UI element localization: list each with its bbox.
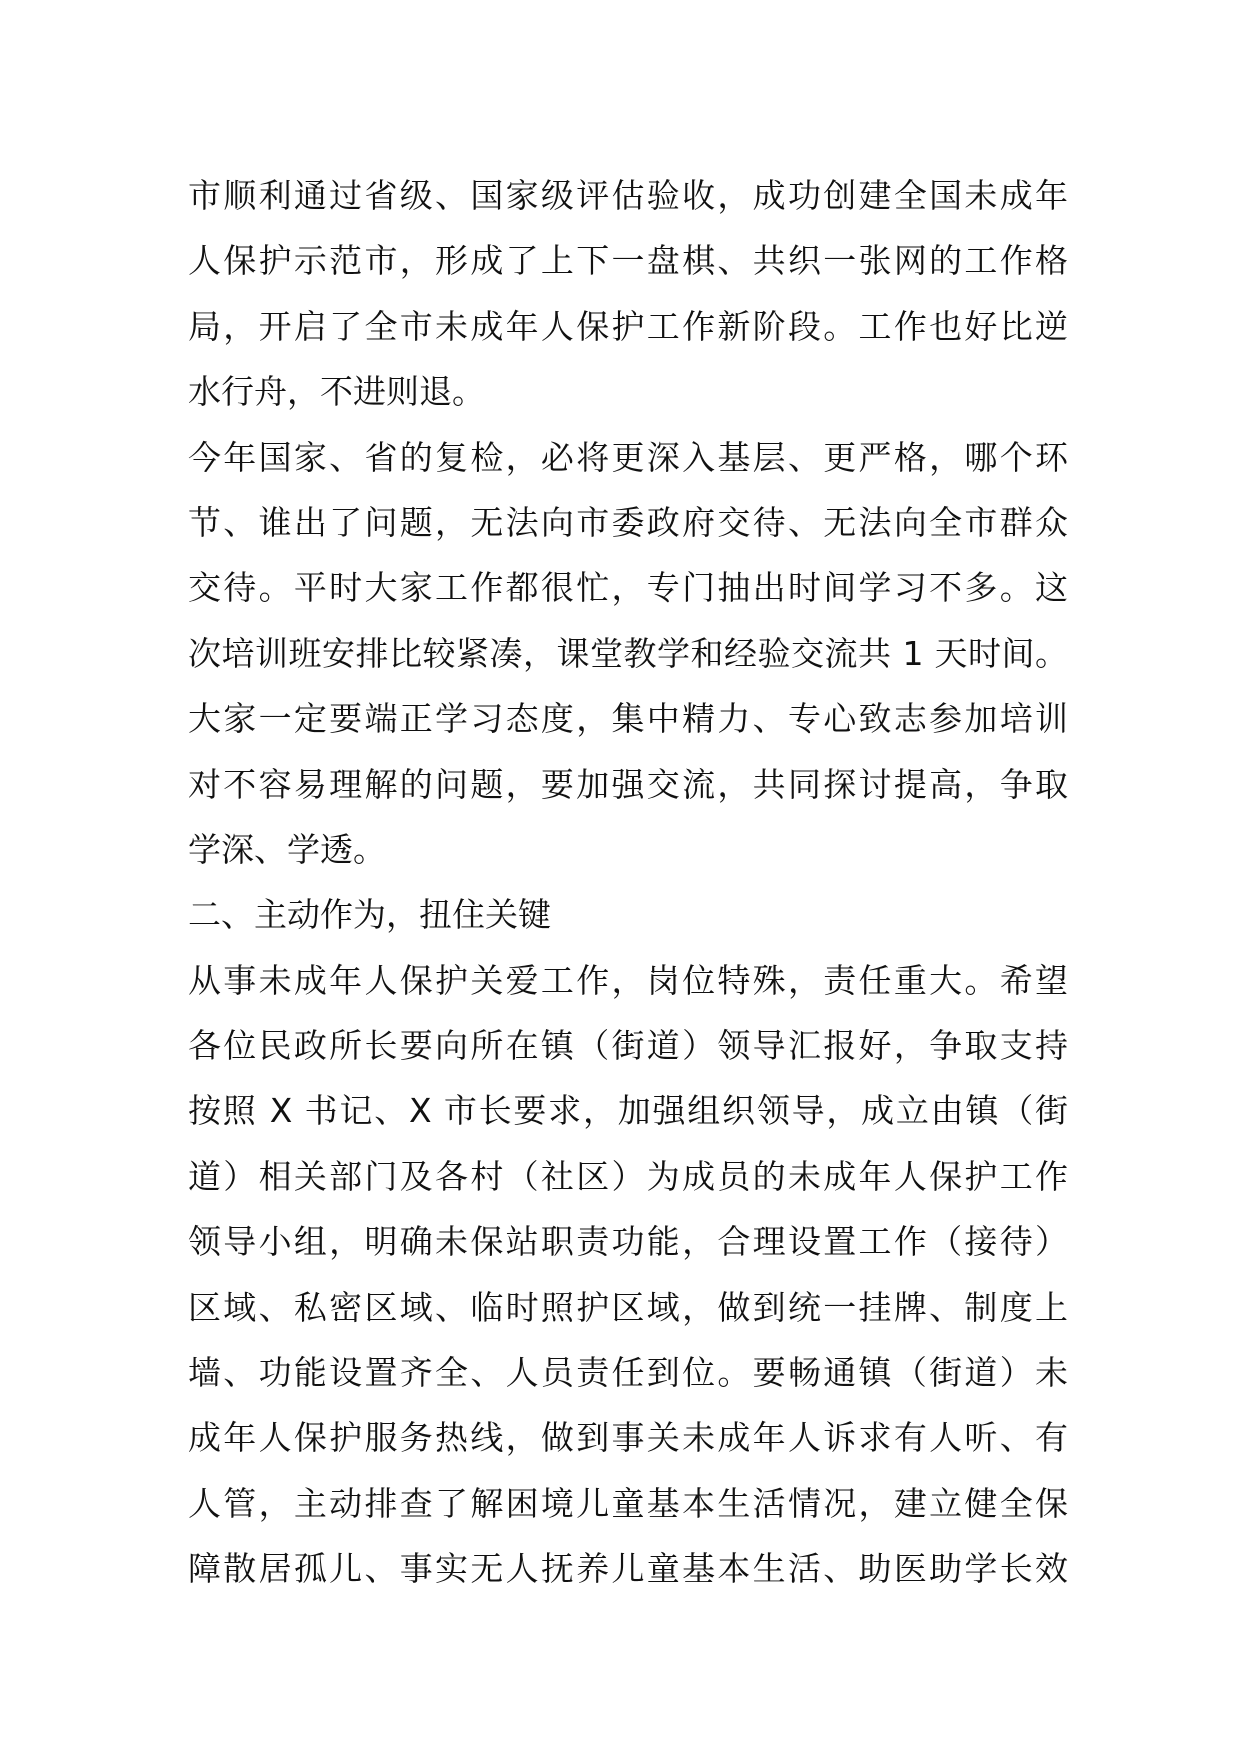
text-line-1: 市顺利通过省级、国家级评估验收，成功创建全国未成年 bbox=[188, 176, 1068, 215]
text-line-7: 交待。平时大家工作都很忙，专门抽出时间学习不多。这 bbox=[188, 568, 1068, 608]
text-line-11: 学深、学透。 bbox=[188, 829, 386, 869]
text-line-8: 次培训班安排比较紧凑，课堂教学和经验交流共 1 天时间。 bbox=[188, 633, 1068, 673]
text-line-20: 成年人保护服务热线，做到事关未成年人诉求有人听、有 bbox=[188, 1418, 1068, 1458]
text-line-3: 局，开启了全市未成年人保护工作新阶段。工作也好比逆 bbox=[188, 306, 1068, 346]
text-line-9: 大家一定要端正学习态度，集中精力、专心致志参加培训 bbox=[188, 699, 1068, 739]
text-line-10: 对不容易理解的问题，要加强交流，共同探讨提高，争取 bbox=[188, 764, 1068, 804]
text-line-14: 各位民政所长要向所在镇（街道）领导汇报好，争取支持 bbox=[188, 1026, 1068, 1066]
text-line-13: 从事未成年人保护关爱工作，岗位特殊，责任重大。希望 bbox=[188, 960, 1068, 1000]
section-heading: 二、主动作为，扭住关键 bbox=[188, 895, 551, 935]
text-line-2: 人保护示范市，形成了上下一盘棋、共织一张网的工作格 bbox=[188, 241, 1068, 281]
text-line-18: 区域、私密区域、临时照护区域，做到统一挂牌、制度上 bbox=[188, 1287, 1068, 1327]
text-line-17: 领导小组，明确未保站职责功能，合理设置工作（接待） bbox=[188, 1222, 1068, 1262]
text-line-22: 障散居孤儿、事实无人抚养儿童基本生活、助医助学长效 bbox=[188, 1549, 1068, 1589]
body-text bbox=[188, 163, 1068, 1602]
text-line-16: 道）相关部门及各村（社区）为成员的未成年人保护工作 bbox=[188, 1156, 1068, 1196]
text-line-5: 今年国家、省的复检，必将更深入基层、更严格，哪个环 bbox=[188, 437, 1068, 477]
text-line-15: 按照 X 书记、X 市长要求，加强组织领导，成立由镇（街 bbox=[188, 1091, 1068, 1131]
text-line-4: 水行舟，不进则退。 bbox=[188, 372, 485, 412]
text-line-19: 墙、功能设置齐全、人员责任到位。要畅通镇（街道）未 bbox=[188, 1353, 1068, 1393]
text-line-6: 节、谁出了问题，无法向市委政府交待、无法向全市群众 bbox=[188, 502, 1068, 542]
text-line-21: 人管，主动排查了解困境儿童基本生活情况，建立健全保 bbox=[188, 1483, 1068, 1523]
